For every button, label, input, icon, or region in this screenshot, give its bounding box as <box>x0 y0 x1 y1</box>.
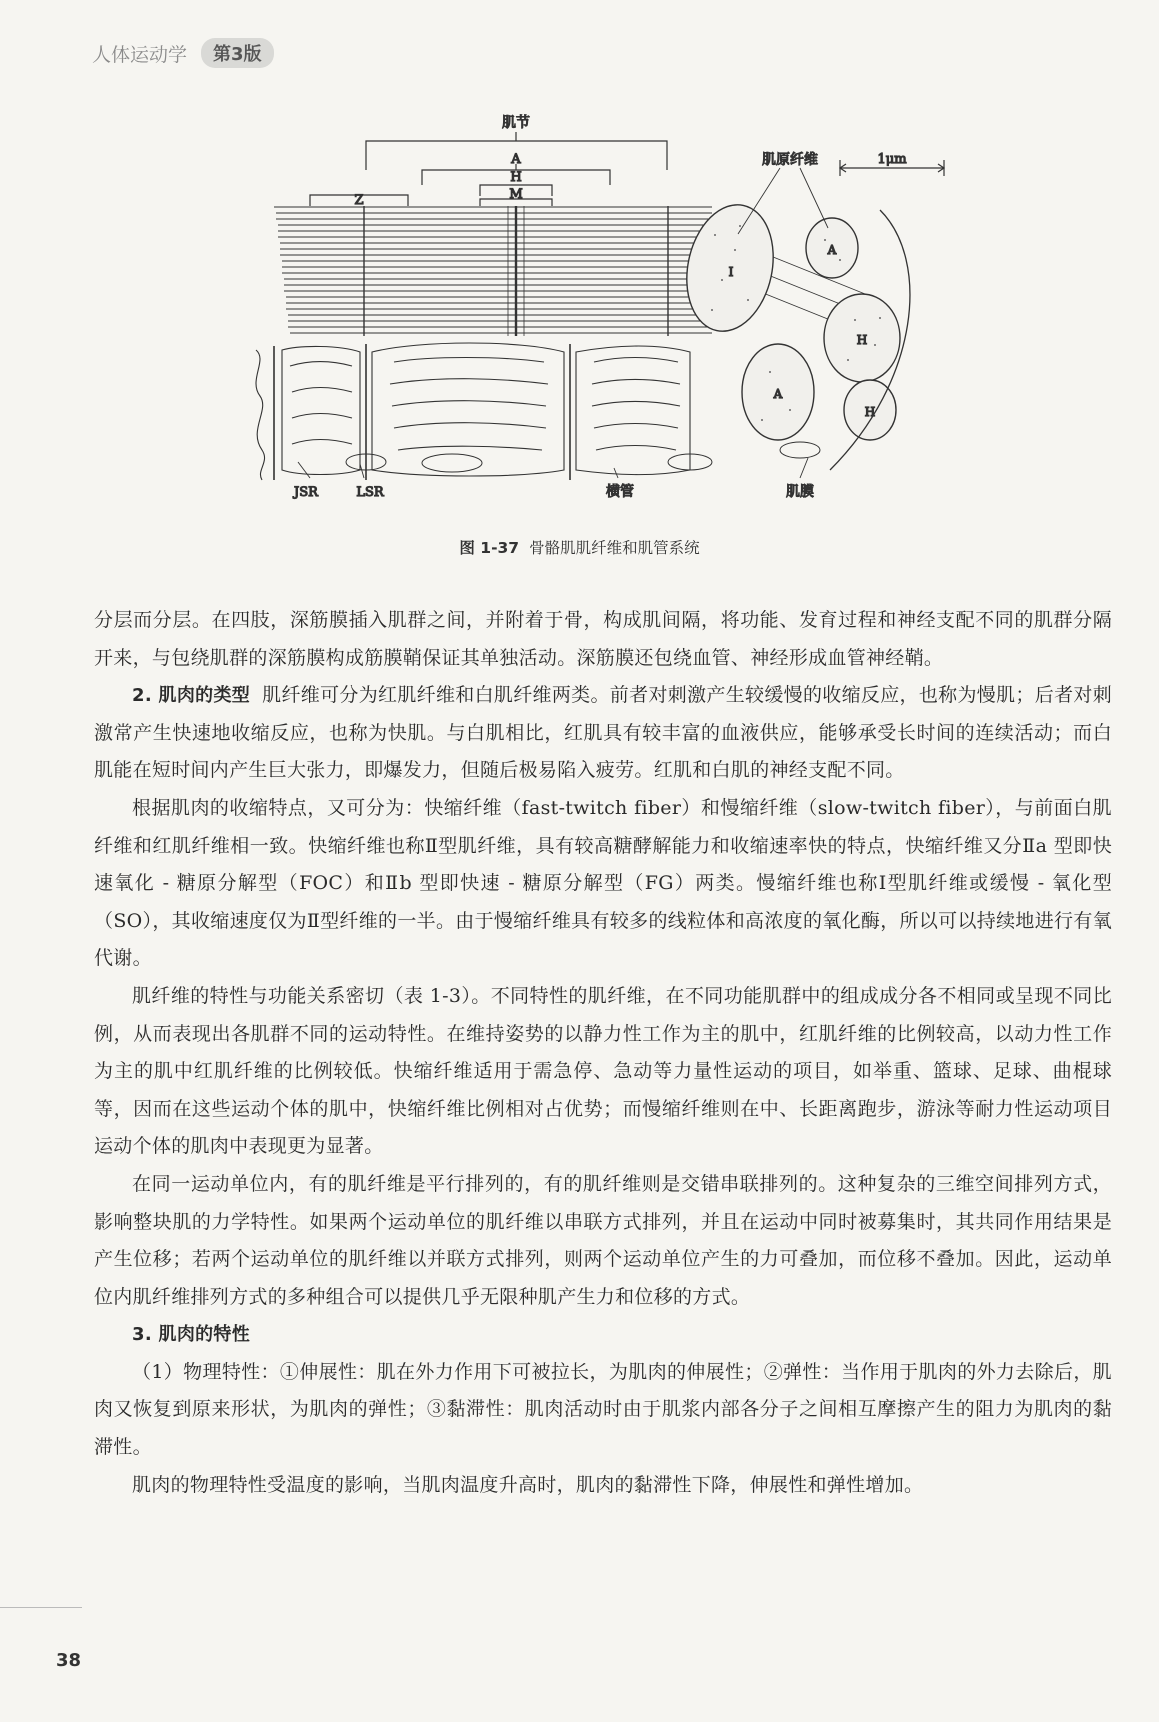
sarcoplasmic-reticulum <box>256 343 690 480</box>
paragraph: 2. 肌肉的类型 肌纤维可分为红肌纤维和白肌纤维两类。前者对刺激产生较缓慢的收缩反应，也称为慢肌；后者对刺激常产生快速地收缩反应，也称为快肌。与白肌相比，红肌具有较丰富的血液供应，能够承受长时间的连续活动；而白肌能在短时间内产生巨大张力，即爆发力，但随后极易陷入疲劳。红肌和白肌的神经支配不同。 <box>94 684 1112 782</box>
label-sarcolemma: 肌膜 <box>786 484 814 500</box>
t-tubules <box>346 442 820 472</box>
page-number: 38 <box>56 1650 82 1671</box>
label-sarcomere: 肌节 <box>502 115 530 131</box>
label-cross-i: I <box>728 265 734 279</box>
paragraph: 肌纤维的特性与功能关系密切（表 1-3）。不同特性的肌纤维，在不同功能肌群中的组成成分各不相同或呈现不同比例，从而表现出各肌群不同的运动特性。在维持姿势的以静力性工作为主的肌中，红肌纤维的比例较高，以动力性工作为主的肌中红肌纤维的比例较低。快缩纤维适用于需急停、急动等力量性运动的项目，如举重、篮球、足球、曲棍球等，因而在这些运动个体的肌中，快缩纤维比例相对占优势；而慢缩纤维则在中、长距离跑步，游泳等耐力性运动项目运动个体的肌肉中表现更为显著。 <box>94 984 1112 1158</box>
footer-rule <box>0 1607 82 1608</box>
label-z-line: Z <box>354 193 364 208</box>
book-title: 人体运动学 <box>92 43 188 66</box>
paragraph: 分层而分层。在四肢，深筋膜插入肌群之间，并附着于骨，构成肌间隔，将功能、发育过程和神经支配不同的肌群分隔开来，与包绕肌群的深筋膜构成筋膜鞘保证其单独活动。深筋膜还包绕血管、神经形成血管神经鞘。 <box>94 609 1112 669</box>
label-m-line: M <box>509 187 523 202</box>
z-lines <box>364 206 668 336</box>
label-cross-a-bottom: A <box>773 387 783 401</box>
muscle-fiber-figure <box>0 0 1159 540</box>
label-h-zone: H <box>510 170 522 185</box>
paragraph: 根据肌肉的收缩特点，又可分为：快缩纤维（fast-twitch fiber）和慢缩纤维（slow-twitch fiber），与前面白肌纤维和红肌纤维相一致。快缩纤维也称Ⅱ型肌纤维，具有较高糖酵解能力和收缩速率快的特点，快缩纤维又分Ⅱa 型即快速氧化 - 糖原分解型（FOC）和Ⅱb 型即快速 - 糖原分解型（FG）两类。慢缩纤维也称Ⅰ型肌纤维或缓慢 - 氧化型（SO），其收缩速度仅为Ⅱ型纤维的一半。由于慢缩纤维具有较多的线粒体和高浓度的氧化酶，所以可以持续地进行有氧代谢。 <box>94 796 1112 970</box>
figure-number: 图 1-37 <box>459 539 520 557</box>
paragraph: 在同一运动单位内，有的肌纤维是平行排列的，有的肌纤维则是交错串联排列的。这种复杂的三维空间排列方式，影响整块肌的力学特性。如果两个运动单位的肌纤维以串联方式排列，并且在运动中同时被募集时，其共同作用结果是产生位移；若两个运动单位的肌纤维以并联方式排列，则两个运动单位产生的力可叠加，而位移不叠加。因此，运动单位内肌纤维排列方式的多种组合可以提供几乎无限种肌产生力和位移的方式。 <box>94 1172 1112 1308</box>
label-t-tubule: 横管 <box>606 484 634 500</box>
label-scale: 1μm <box>877 152 907 167</box>
figure-caption-text: 骨骼肌肌纤维和肌管系统 <box>529 539 700 557</box>
label-a-band: A <box>511 152 521 167</box>
paragraph <box>94 1316 1112 1354</box>
label-lsr: LSR <box>356 485 384 500</box>
section-heading: 3. 肌肉的特性 <box>132 1324 251 1346</box>
label-cross-h-bottom: H <box>864 405 876 419</box>
label-myofibril: 肌原纤维 <box>762 152 818 168</box>
paragraph: （1）物理特性：①伸展性：肌在外力作用下可被拉长，为肌肉的伸展性；②弹性：当作用于肌肉的外力去除后，肌肉又恢复到原来形状，为肌肉的弹性；③黏滞性：肌肉活动时由于肌浆内部各分子之间相互摩擦产生的阻力为肌肉的黏滞性。 <box>94 1360 1112 1459</box>
edition-badge: 第3版 <box>201 38 274 68</box>
myofibril-striations <box>274 207 880 340</box>
label-cross-h-top: H <box>856 333 868 347</box>
section-heading: 2. 肌肉的类型 <box>132 685 251 707</box>
label-jsr: JSR <box>294 485 318 500</box>
label-cross-a-top: A <box>827 243 837 257</box>
paragraph: 肌肉的物理特性受温度的影响，当肌肉温度升高时，肌肉的黏滞性下降，伸展性和弹性增加。 <box>132 1473 924 1496</box>
figure-caption <box>0 536 1159 558</box>
body-text <box>94 602 1112 1504</box>
